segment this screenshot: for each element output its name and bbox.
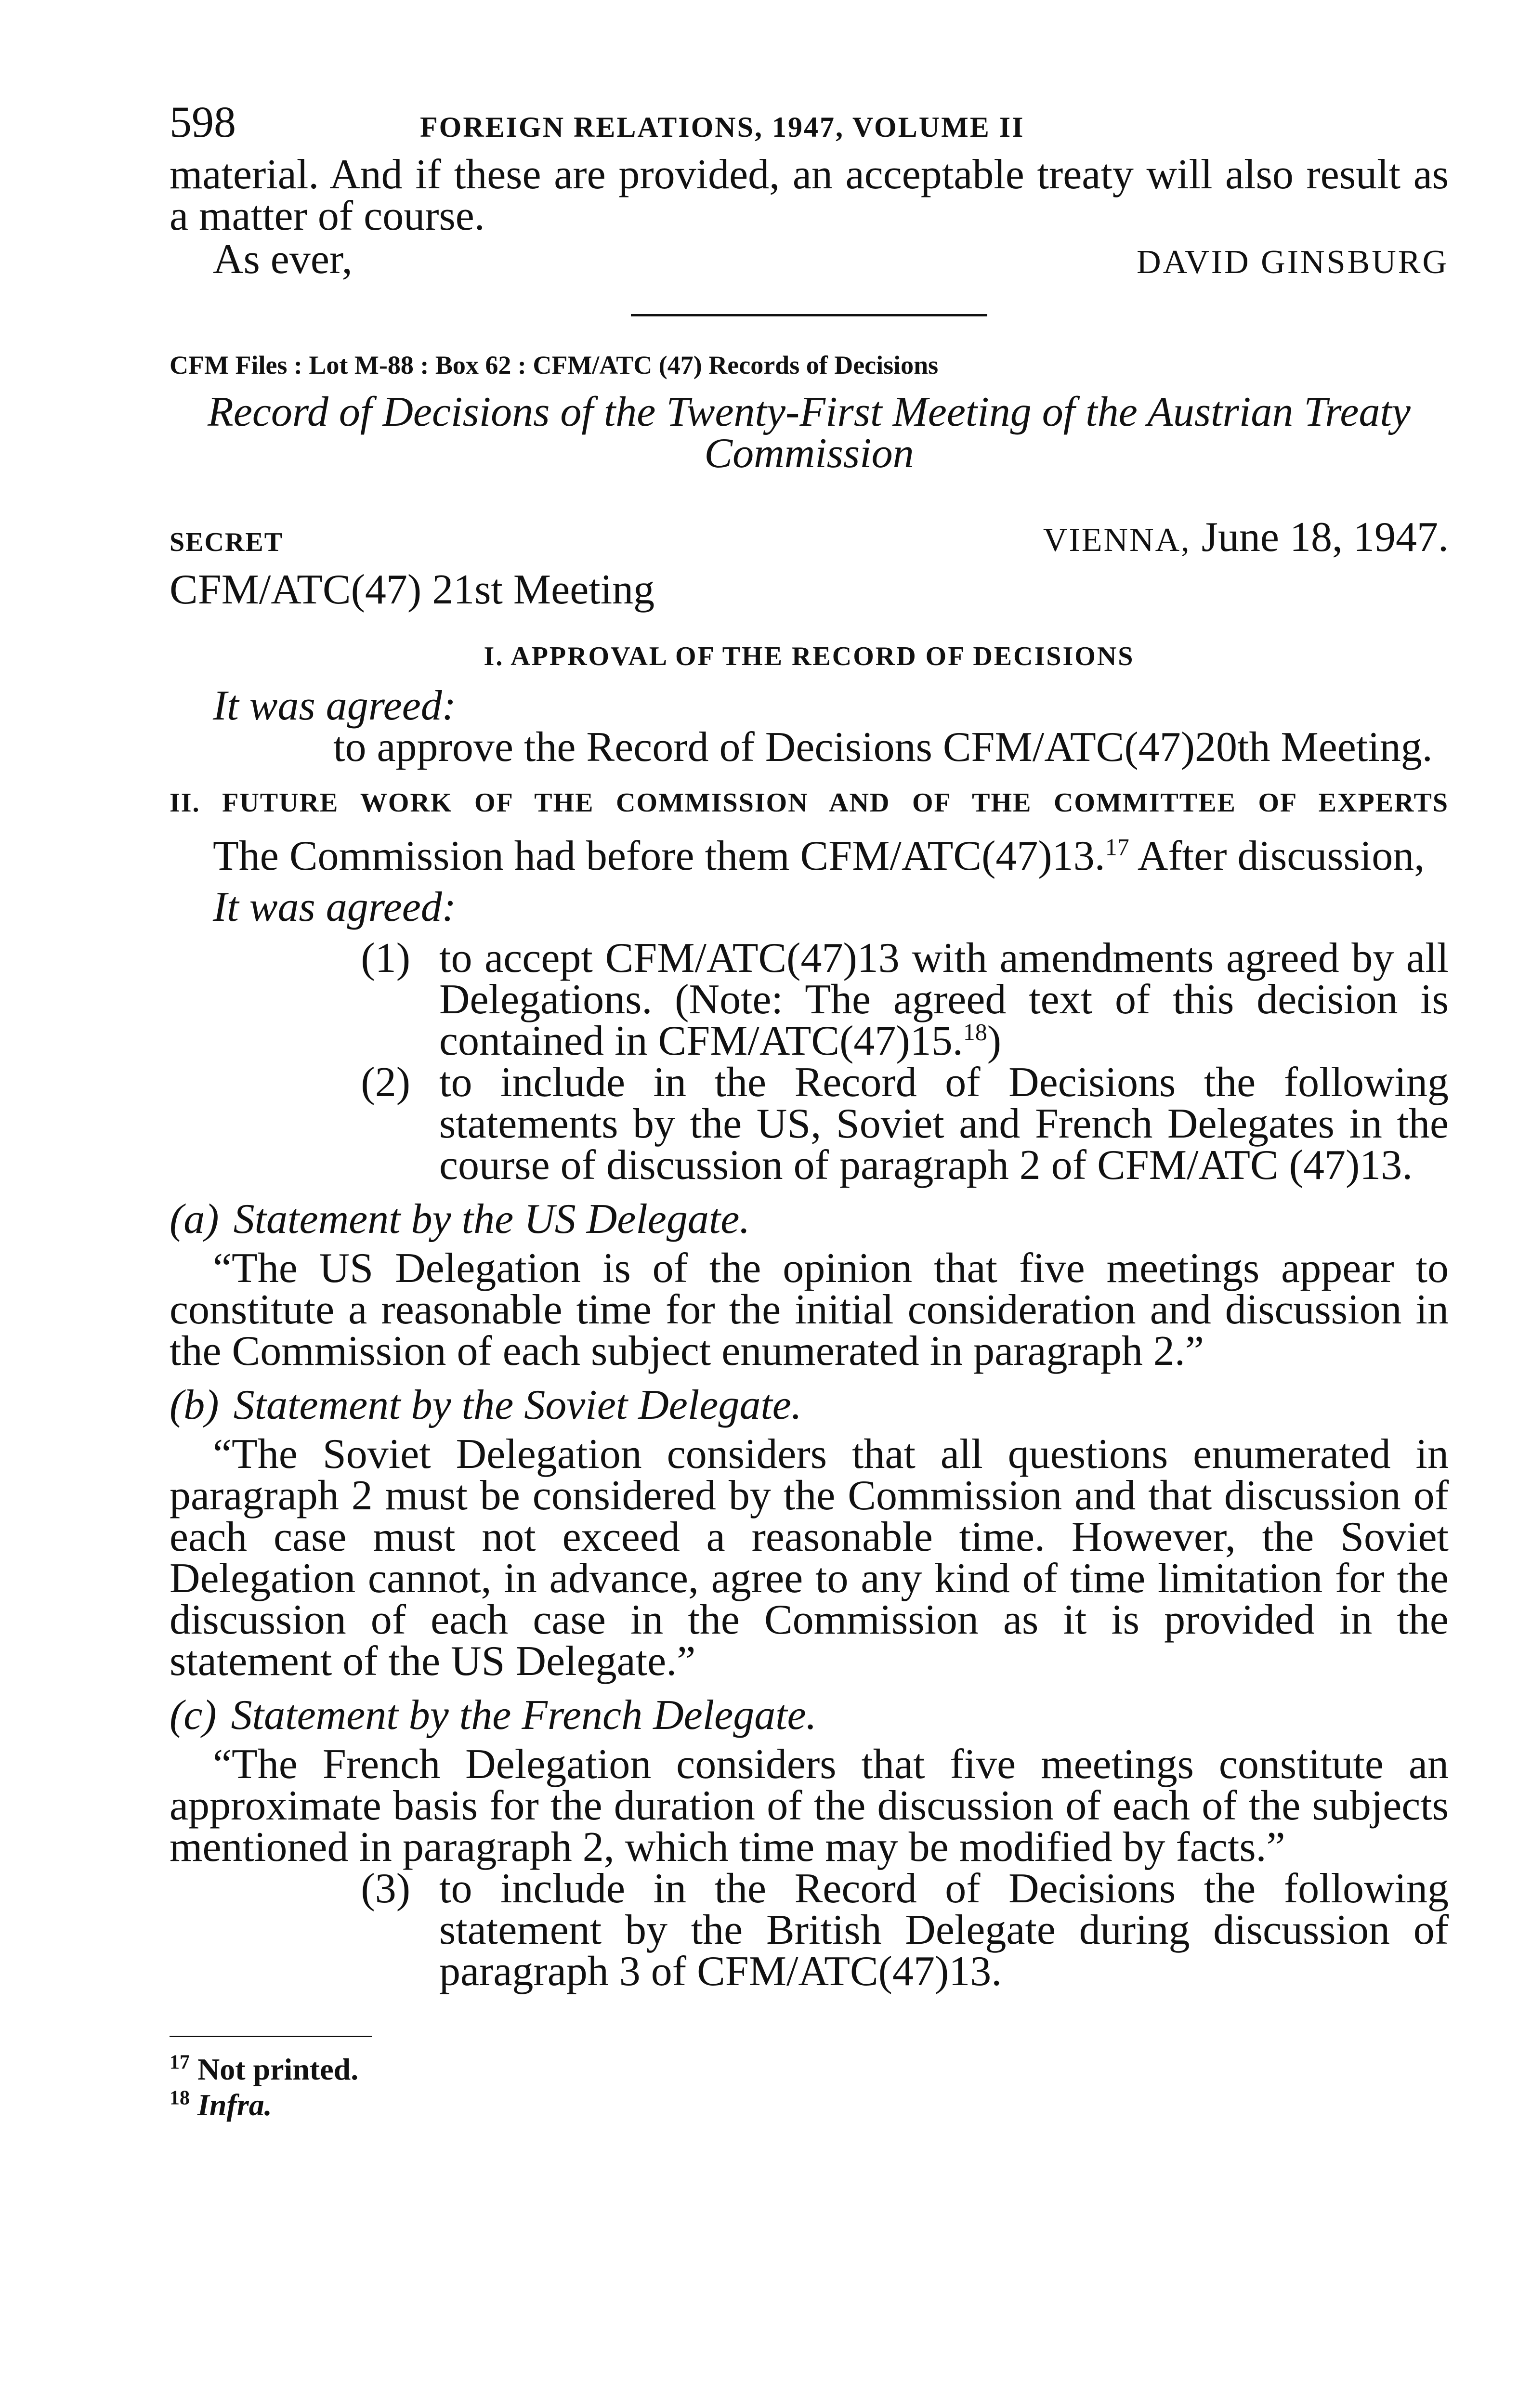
section-1-decision: to approve the Record of Decisions CFM/ATC(47)20th Meeting. xyxy=(333,724,1433,771)
footnote-17-text: Not printed. xyxy=(197,2052,359,2086)
place: VIENNA, xyxy=(1043,522,1191,559)
footnote-17-number: 17 xyxy=(170,2051,190,2074)
meeting-reference: CFM/ATC(47) 21st Meeting xyxy=(170,566,655,613)
decision-item-1-text-wrap xyxy=(439,935,1449,1064)
statement-c-heading xyxy=(170,1692,1449,1739)
decision-item-2 xyxy=(170,1059,1449,1189)
document-meta-row xyxy=(170,513,1449,562)
decision-item-3-number: (3) xyxy=(361,1865,410,1912)
statement-a-title: Statement by the US Delegate. xyxy=(233,1196,750,1243)
classification-label: SECRET xyxy=(170,527,284,557)
page-header xyxy=(170,96,1449,154)
section-2-agreed-label: It was agreed: xyxy=(213,884,457,930)
source-citation: CFM Files : Lot M-88 : Box 62 : CFM/ATC (47) Records of Decisions xyxy=(170,351,939,380)
statement-a-label: (a) xyxy=(170,1196,219,1243)
place-date xyxy=(1043,513,1449,562)
section-divider xyxy=(631,314,987,316)
statement-b-heading xyxy=(170,1382,1449,1428)
decision-item-3 xyxy=(170,1865,1449,1995)
statement-b-text: “The Soviet Delegation considers that all questions enumerated in paragraph 2 must be considered by the Commission and that discussion of each case must not exceed a reasonable time. However, the Soviet Delegation cannot, in advance, agree to any kind of time limitation for the discussion of each case in the Commission as it is provided in the statement of the US Delegate.” xyxy=(170,1431,1449,1685)
decision-item-3-text: to include in the Record of Decisions the following statement by the British Delegate during discussion of paragraph 3 of CFM/ATC(47)13. xyxy=(439,1865,1449,1995)
footnote-divider xyxy=(170,2036,372,2037)
statement-a-text: “The US Delegation is of the opinion that five meetings appear to constitute a reasonable time for the initial consideration and discussion in the Commission of each subject enumerated in paragraph 2.” xyxy=(170,1245,1449,1374)
document-page xyxy=(170,96,1449,2123)
section-2-heading: II. FUTURE WORK OF THE COMMISSION AND OF THE COMMITTEE OF EXPERTS xyxy=(170,788,1449,818)
statement-c-label: (c) xyxy=(170,1692,217,1739)
footnote-ref-18: 18 xyxy=(963,1018,987,1046)
page-number: 598 xyxy=(170,97,236,146)
document-title: Record of Decisions of the Twenty-First Meeting of the Austrian Treaty Commission xyxy=(208,389,1411,477)
closing-row xyxy=(170,236,1449,283)
closing-salutation: As ever, xyxy=(213,236,353,283)
decision-item-2-number: (2) xyxy=(361,1059,410,1106)
section-2-intro-text: The Commission had before them CFM/ATC(47)13. xyxy=(213,833,1105,879)
section-2-intro-tail: After discussion, xyxy=(1129,833,1425,879)
statement-b-title: Statement by the Soviet Delegate. xyxy=(233,1382,802,1428)
signature: DAVID GINSBURG xyxy=(1137,244,1449,281)
date: June 18, 1947. xyxy=(1201,514,1449,561)
running-head: FOREIGN RELATIONS, 1947, VOLUME II xyxy=(420,111,1025,143)
footnote-18 xyxy=(170,2087,1449,2123)
footnote-18-text: Infra. xyxy=(197,2088,272,2122)
footnote-18-number: 18 xyxy=(170,2087,190,2109)
letter-closing-paragraph: material. And if these are provided, an acceptable treaty will also result as a matter of course. xyxy=(170,151,1449,239)
section-2-intro xyxy=(170,833,1449,879)
statement-c-text: “The French Delegation considers that five meetings constitute an approximate basis for the duration of the discussion of each of the subjects mentioned in paragraph 2, which time may be modified by facts.” xyxy=(170,1741,1449,1871)
statement-a-heading xyxy=(170,1196,1449,1243)
footnote-17 xyxy=(170,2052,1449,2087)
footnote-ref-17: 17 xyxy=(1105,833,1129,861)
statement-c-title: Statement by the French Delegate. xyxy=(231,1692,817,1739)
decision-item-1-tail: ) xyxy=(987,1018,1002,1064)
section-1-heading: I. APPROVAL OF THE RECORD OF DECISIONS xyxy=(484,641,1135,671)
statement-b-label: (b) xyxy=(170,1382,219,1428)
decision-item-1-text: to accept CFM/ATC(47)13 with amendments agreed by all Delegations. (Note: The agreed text of this decision is contained in CFM/ATC(47)15. xyxy=(439,935,1449,1064)
decision-item-1 xyxy=(170,935,1449,1064)
decision-item-2-text: to include in the Record of Decisions the following statements by the US, Soviet and French Delegates in the course of discussion of paragraph 2 of CFM/ATC (47)13. xyxy=(439,1059,1449,1189)
section-1-agreed-label: It was agreed: xyxy=(213,682,457,729)
decision-item-1-number: (1) xyxy=(361,935,410,982)
